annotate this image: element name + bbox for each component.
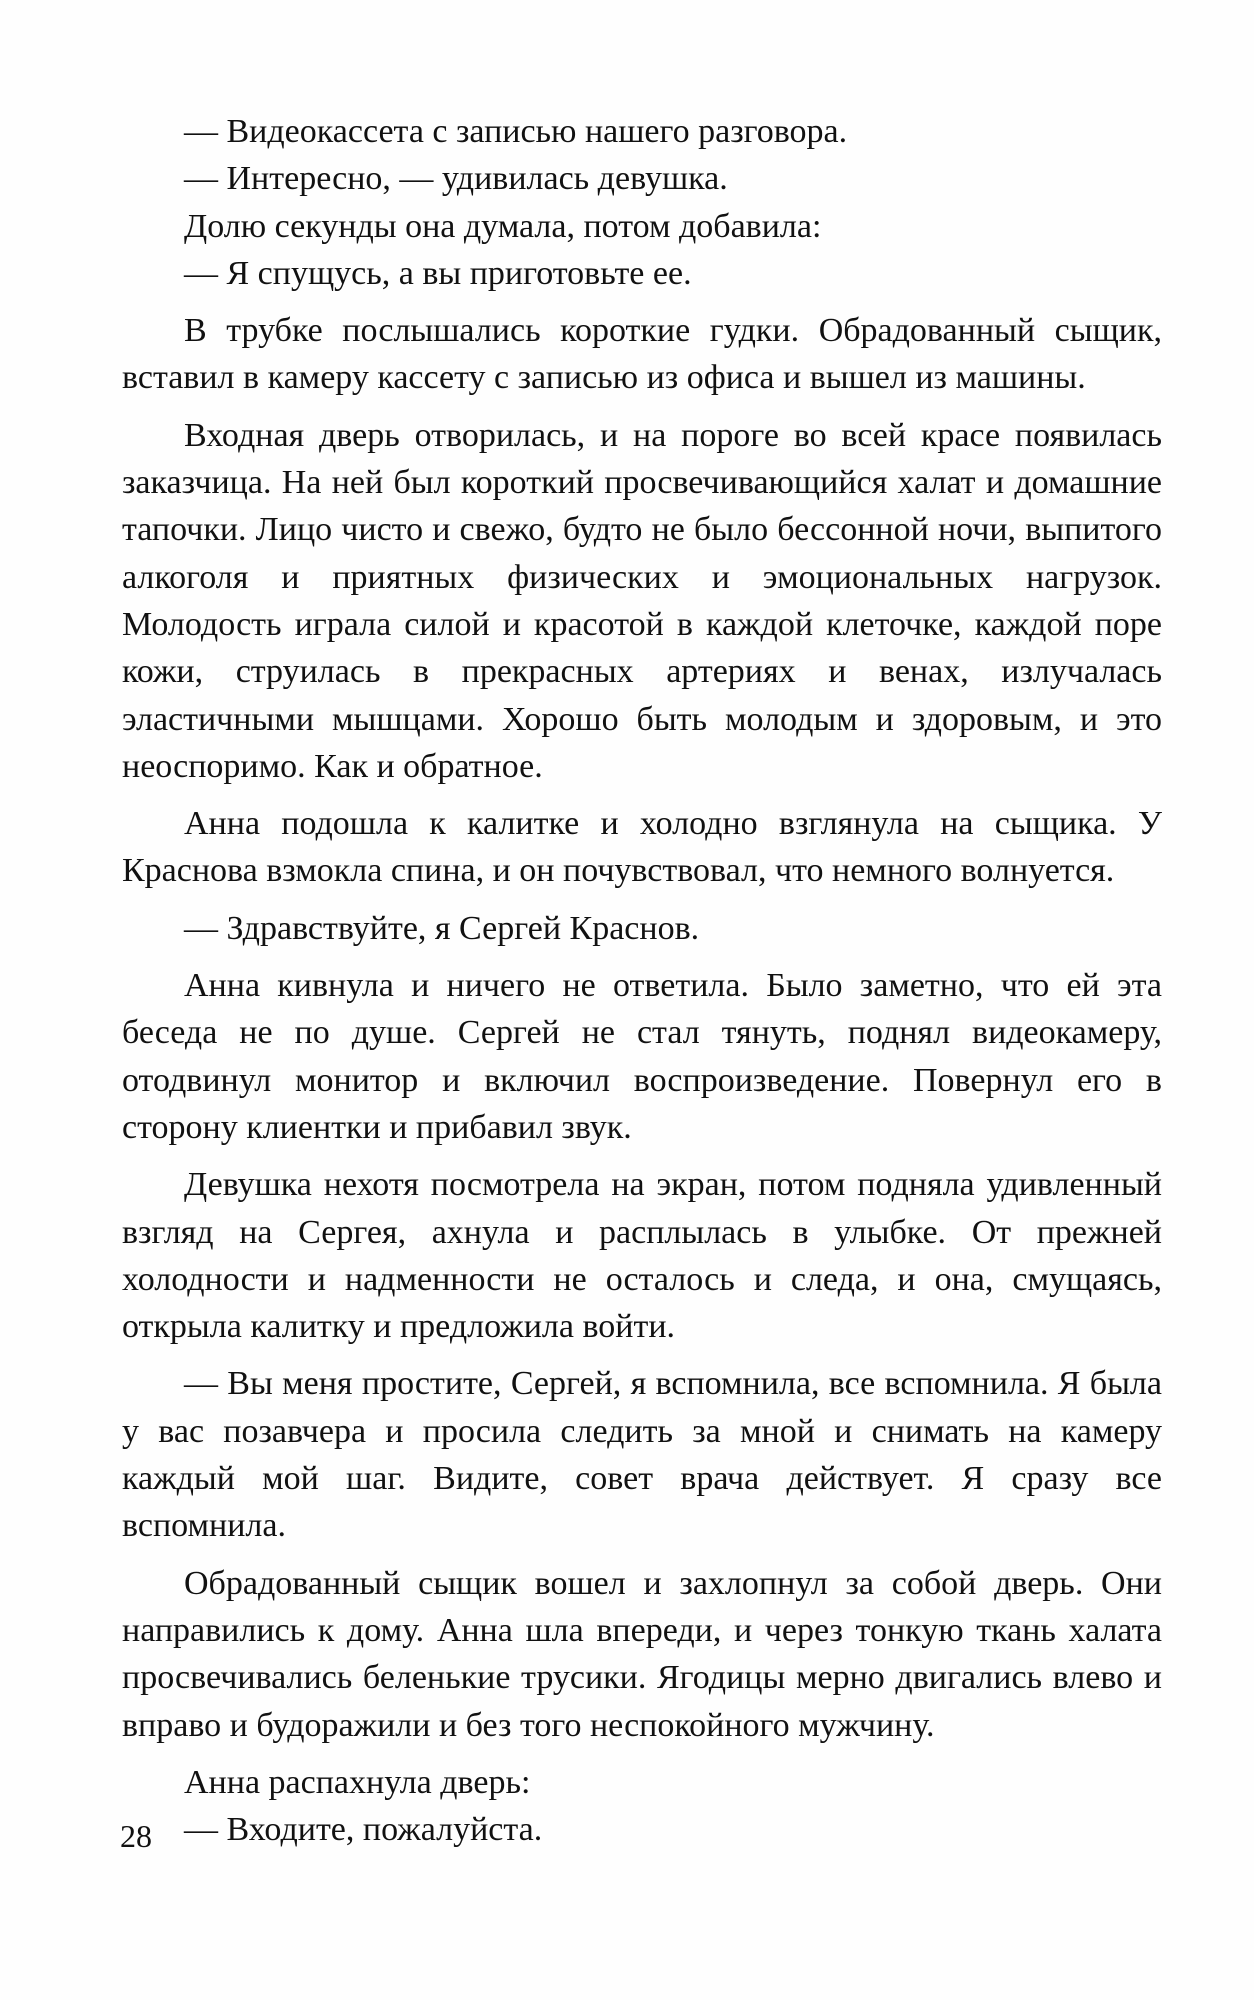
- body-text: [122, 108, 1162, 1853]
- paragraph: — Вы меня простите, Сергей, я вспомнила, все вспомнила. Я была у вас позавчера и просила следить за мной и снимать на камеру каждый мой шаг. Видите, совет врача действует. Я сразу все вспомнила.: [122, 1365, 1162, 1545]
- paragraph: Входная дверь отворилась, и на пороге во всей красе появилась заказчица. На ней был короткий просвечивающийся халат и домашние тапочки. Лицо чисто и свежо, будто не было бессонной ночи, выпитого алкоголя и приятных физических и эмоциональных нагрузок. Молодость играла силой и красотой в каждой клеточке, каждой поре кожи, струилась в прекрасных артериях и венах, излучалась эластичными мышцами. Хорошо быть молодым и здоровым, и это неоспоримо. Как и обратное.: [122, 416, 1162, 785]
- paragraph: — Здравствуйте, я Сергей Краснов.: [184, 909, 700, 947]
- paragraph: — Интересно, — удивилась девушка.: [184, 160, 728, 198]
- paragraph: Анна кивнула и ничего не ответила. Было заметно, что ей эта беседа не по душе. Сергей не стал тянуть, поднял видеокамеру, отодвинул монитор и включил воспроизведение. Повернул его в сторону клиентки и прибавил звук.: [122, 967, 1162, 1146]
- paragraph: Обрадованный сыщик вошел и захлопнул за собой дверь. Они направились к дому. Анна шла впереди, и через тонкую ткань халата просвечивались беленькие трусики. Ягодицы мерно двигались влево и вправо и будоражили и без того неспокойного мужчину.: [122, 1564, 1162, 1744]
- paragraph: В трубке послышались короткие гудки. Обрадованный сыщик, вставил в камеру кассету с записью из офиса и вышел из машины.: [122, 312, 1162, 397]
- paragraph: Девушка нехотя посмотрела на экран, потом подняла удивленный взгляд на Сергея, ахнула и расплылась в улыбке. От прежней холодности и надменности не осталось и следа, и она, смущаясь, открыла калитку и предложила войти.: [122, 1166, 1162, 1346]
- paragraph: Анна подошла к калитке и холодно взглянула на сыщика. У Краснова взмокла спина, и он почувствовал, что немного волнуется.: [122, 805, 1162, 890]
- paragraph: Долю секунды она думала, потом добавила:: [184, 207, 822, 245]
- paragraph: — Видеокассета с записью нашего разговора.: [184, 113, 848, 150]
- paragraph: Анна распахнула дверь:: [184, 1763, 531, 1801]
- paragraph: — Я спущусь, а вы приготовьте ее.: [184, 254, 692, 292]
- page-number: 28: [120, 1818, 152, 1854]
- paragraph: — Входите, пожалуйста.: [184, 1811, 543, 1849]
